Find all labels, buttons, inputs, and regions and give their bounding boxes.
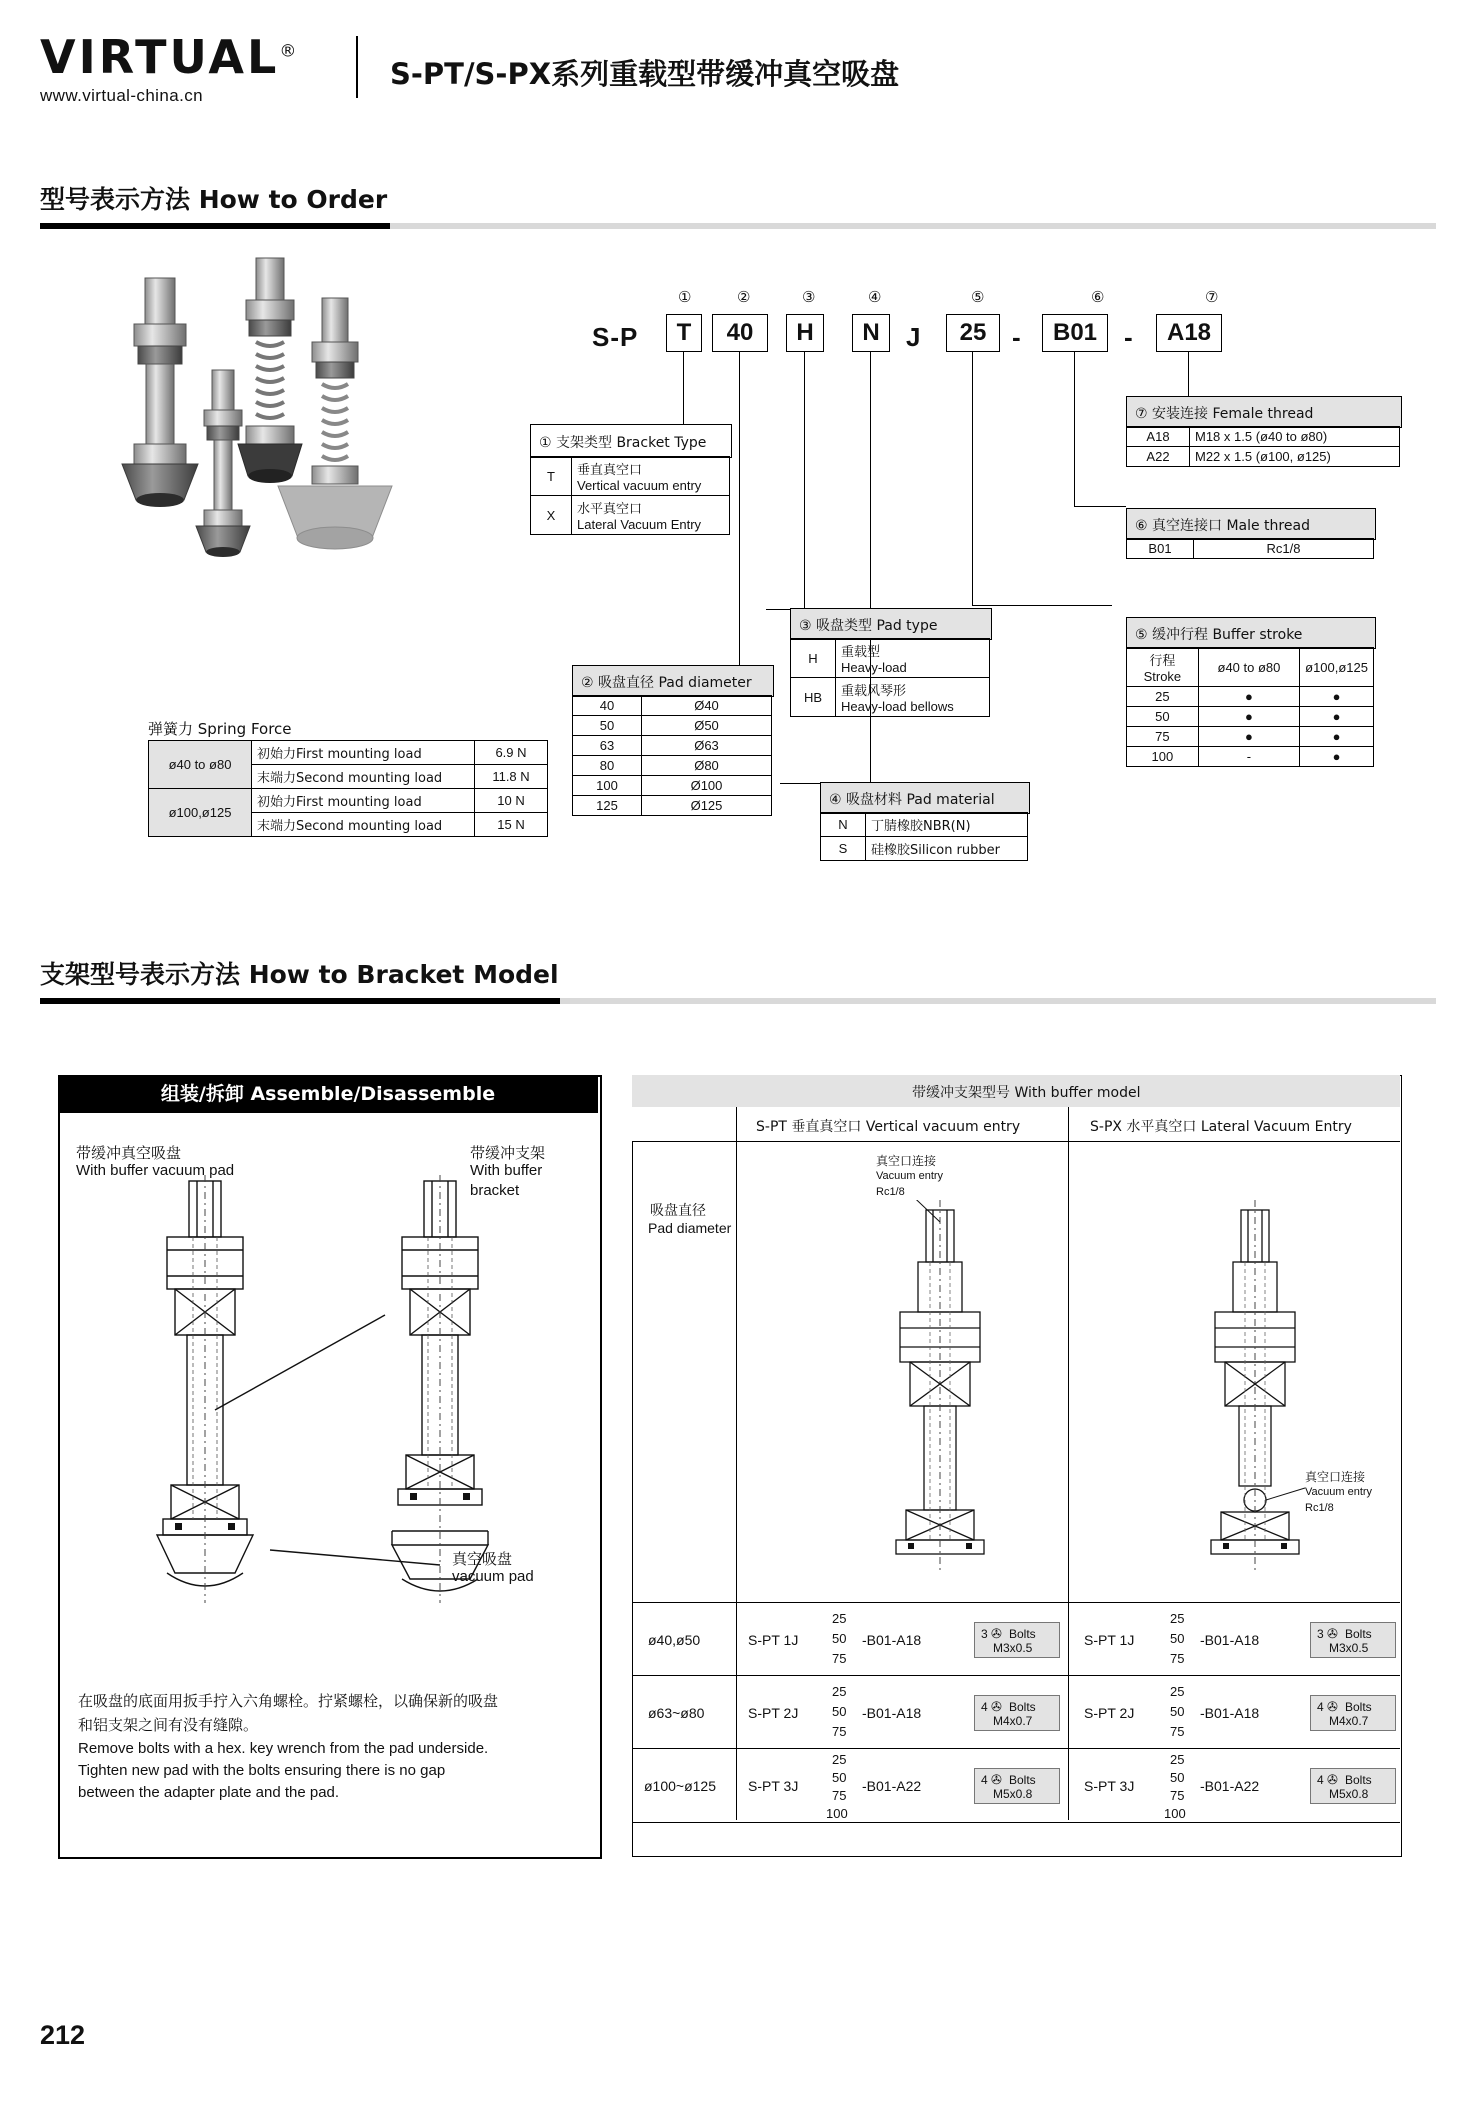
row-1-px-bolt-size: M4x0.7 bbox=[1329, 1714, 1369, 1728]
row-1-pt-stroke-2: 75 bbox=[832, 1724, 847, 1739]
code-box-4: N bbox=[852, 314, 890, 352]
section-rule-2 bbox=[40, 998, 1436, 1004]
row-2-px-bolt-count: 4 bbox=[1317, 1773, 1324, 1787]
table-row: A22 M22 x 1.5 (ø100, ø125) bbox=[1127, 447, 1400, 467]
row-2-pt-stroke-0: 25 bbox=[832, 1752, 847, 1767]
leader-3 bbox=[804, 352, 805, 610]
table-row: ø40 to ø80 初始力First mounting load 6.9 N bbox=[149, 741, 548, 765]
bracket-pt-drawing bbox=[840, 1200, 1040, 1580]
section-rule bbox=[40, 223, 1436, 229]
row-2-pt-stroke-2: 75 bbox=[832, 1788, 847, 1803]
bracket-row-div-2 bbox=[632, 1748, 1400, 1749]
row-1-pt-suffix: -B01-A18 bbox=[862, 1705, 922, 1721]
assemble-pad-label-en: With buffer vacuum pad bbox=[76, 1162, 235, 1179]
row-1-pt-bolt-size: M4x0.7 bbox=[993, 1714, 1033, 1728]
table-row: HB 重载风琴形 Heavy-load bellows bbox=[791, 678, 990, 717]
table-row: 40 Ø40 bbox=[573, 696, 772, 716]
code-j: J bbox=[906, 322, 922, 352]
row-2-px-stroke-0: 25 bbox=[1170, 1752, 1185, 1767]
row-0-px-bolt-box bbox=[1310, 1622, 1396, 1658]
row-2-px-stroke-2: 75 bbox=[1170, 1788, 1185, 1803]
row-1-diam: ø63~ø80 bbox=[648, 1705, 705, 1721]
row-2-px-bolt-size: M5x0.8 bbox=[1329, 1787, 1369, 1801]
order-code-prefix: S-P bbox=[592, 322, 639, 352]
bolt-icon: ✇ bbox=[991, 1626, 1002, 1641]
row-0-px-bolt-label: Bolts bbox=[1345, 1627, 1372, 1641]
row-1-px-stroke-0: 25 bbox=[1170, 1684, 1185, 1699]
assemble-vacpad-label-en: vacuum pad bbox=[452, 1568, 534, 1585]
row-0-pt-bolt-size: M3x0.5 bbox=[993, 1641, 1033, 1655]
pad-diameter-header: ② 吸盘直径 Pad diameter bbox=[572, 665, 774, 697]
leader-5b bbox=[972, 605, 1112, 606]
table-row: H 重载型 Heavy-load bbox=[791, 639, 990, 678]
code-box-7: A18 bbox=[1156, 314, 1222, 352]
assemble-bracket-label-en2: bracket bbox=[470, 1182, 520, 1199]
bracket-col-pt: S-PT 垂直真空口 Vertical vacuum entry bbox=[756, 1119, 1021, 1135]
female-thread-table bbox=[1126, 426, 1400, 467]
row-2-px-bolt-box bbox=[1310, 1768, 1396, 1804]
bolt-icon: ✇ bbox=[1327, 1772, 1338, 1787]
section-how-to-bracket bbox=[40, 955, 1436, 1004]
bracket-row-div-0 bbox=[632, 1602, 1400, 1603]
assemble-bracket-label-cn: 带缓冲支架 bbox=[470, 1144, 546, 1162]
female-thread-header: ⑦ 安装连接 Female thread bbox=[1126, 396, 1402, 428]
row-2-diam: ø100~ø125 bbox=[644, 1778, 716, 1794]
table-row: 50 Ø50 bbox=[573, 716, 772, 736]
bolt-icon: ✇ bbox=[1327, 1626, 1338, 1641]
marker-7: ⑦ bbox=[1205, 289, 1219, 306]
code-box-5: 25 bbox=[946, 314, 1000, 352]
code-box-6: B01 bbox=[1042, 314, 1108, 352]
row-0-px-bolt-size: M3x0.5 bbox=[1329, 1641, 1369, 1655]
table-row: S 硅橡胶Silicon rubber bbox=[821, 837, 1028, 861]
row-0-px-suffix: -B01-A18 bbox=[1200, 1632, 1260, 1648]
row-1-px-bolt-box bbox=[1310, 1695, 1396, 1731]
male-thread-table bbox=[1126, 538, 1374, 559]
pad-type-table bbox=[790, 638, 990, 717]
px-vacuum-entry-en: Vacuum entry bbox=[1305, 1486, 1373, 1498]
row-0-px-stroke-0: 25 bbox=[1170, 1611, 1185, 1626]
assemble-bracket-label-en1: With buffer bbox=[470, 1162, 543, 1179]
assemble-note-en3: between the adapter plate and the pad. bbox=[78, 1784, 340, 1801]
table-row: 25 ● ● bbox=[1127, 687, 1374, 707]
brand-name: VIRTUAL® bbox=[40, 30, 300, 84]
bracket-col-px: S-PX 水平真空口 Lateral Vacuum Entry bbox=[1090, 1119, 1352, 1135]
table-row: N 丁腈橡胶NBR(N) bbox=[821, 813, 1028, 837]
bracket-px-drawing bbox=[1155, 1200, 1375, 1580]
code-box-2: 40 bbox=[712, 314, 768, 352]
row-2-px-bolt-label: Bolts bbox=[1345, 1773, 1372, 1787]
row-2-pt-bolt-count: 4 bbox=[981, 1773, 988, 1787]
leader-2 bbox=[739, 352, 740, 682]
row-2-pt-bolt-label: Bolts bbox=[1009, 1773, 1036, 1787]
row-0-pt-model: S-PT 1J bbox=[748, 1632, 799, 1648]
bolt-icon: ✇ bbox=[991, 1699, 1002, 1714]
assemble-pad-label-cn: 带缓冲真空吸盘 bbox=[76, 1144, 182, 1162]
row-0-pt-stroke-0: 25 bbox=[832, 1611, 847, 1626]
row-2-px-suffix: -B01-A22 bbox=[1200, 1778, 1260, 1794]
row-0-diam: ø40,ø50 bbox=[648, 1632, 701, 1648]
row-0-px-stroke-2: 75 bbox=[1170, 1651, 1185, 1666]
row-2-pt-bolt-size: M5x0.8 bbox=[993, 1787, 1033, 1801]
row-0-px-bolt-count: 3 bbox=[1317, 1627, 1324, 1641]
pt-vacuum-entry-spec: Rc1/8 bbox=[876, 1186, 905, 1198]
marker-1: ① bbox=[678, 289, 692, 306]
leader-4 bbox=[870, 352, 871, 784]
pad-type-header: ③ 吸盘类型 Pad type bbox=[790, 608, 992, 640]
table-row: 80 Ø80 bbox=[573, 756, 772, 776]
table-row: ø100,ø125 初始力First mounting load 10 N bbox=[149, 789, 548, 813]
bracket-col-div-2 bbox=[1068, 1107, 1069, 1820]
buffer-stroke-table bbox=[1126, 647, 1374, 767]
table-row: T 垂直真空口 Vertical vacuum entry bbox=[531, 457, 730, 496]
row-0-pt-bolt-box bbox=[974, 1622, 1060, 1658]
row-1-pt-bolt-label: Bolts bbox=[1009, 1700, 1036, 1714]
pt-vacuum-entry-cn: 真空口连接 bbox=[876, 1154, 937, 1168]
bolt-icon: ✇ bbox=[1327, 1699, 1338, 1714]
px-vacuum-entry-cn: 真空口连接 bbox=[1305, 1470, 1366, 1484]
row-1-px-bolt-count: 4 bbox=[1317, 1700, 1324, 1714]
row-2-pt-stroke-3: 100 bbox=[826, 1806, 848, 1821]
table-row: B01 Rc1/8 bbox=[1127, 539, 1374, 559]
table-row: 75 ● ● bbox=[1127, 727, 1374, 747]
row-1-px-stroke-1: 50 bbox=[1170, 1704, 1185, 1719]
table-row: X 水平真空口 Lateral Vacuum Entry bbox=[531, 496, 730, 535]
bracket-type-table bbox=[530, 456, 730, 535]
table-head-row: 行程 Stroke ø40 to ø80 ø100,ø125 bbox=[1127, 648, 1374, 687]
leader-5 bbox=[972, 352, 973, 606]
marker-4: ④ bbox=[868, 289, 882, 306]
marker-6: ⑥ bbox=[1091, 289, 1105, 306]
pad-diameter-table bbox=[572, 695, 772, 816]
row-2-pt-bolt-box bbox=[974, 1768, 1060, 1804]
spring-force-table bbox=[148, 740, 548, 837]
row-1-px-bolt-label: Bolts bbox=[1345, 1700, 1372, 1714]
table-row: A18 M18 x 1.5 (ø40 to ø80) bbox=[1127, 427, 1400, 447]
page-number: 212 bbox=[40, 2020, 86, 2050]
marker-3: ③ bbox=[802, 289, 816, 306]
leader-6 bbox=[1074, 352, 1075, 507]
page-title: S-PT/S-PX系列重载型带缓冲真空吸盘 bbox=[390, 57, 900, 91]
bracket-row-div-3 bbox=[632, 1822, 1400, 1823]
product-photo bbox=[60, 250, 530, 670]
bracket-col-div-1 bbox=[736, 1107, 737, 1820]
row-2-pt-stroke-1: 50 bbox=[832, 1770, 847, 1785]
male-thread-header: ⑥ 真空连接口 Male thread bbox=[1126, 508, 1376, 540]
row-2-px-stroke-1: 50 bbox=[1170, 1770, 1185, 1785]
registered-icon: ® bbox=[279, 41, 300, 62]
bracket-type-header: ① 支架类型 Bracket Type bbox=[530, 424, 732, 458]
table-row: 100 - ● bbox=[1127, 747, 1374, 767]
pad-material-table bbox=[820, 812, 1028, 861]
leader-6b bbox=[1074, 506, 1126, 507]
row-0-px-model: S-PT 1J bbox=[1084, 1632, 1135, 1648]
row-0-pt-stroke-2: 75 bbox=[832, 1651, 847, 1666]
row-1-pt-bolt-count: 4 bbox=[981, 1700, 988, 1714]
header-divider bbox=[356, 36, 358, 98]
row-1-px-stroke-2: 75 bbox=[1170, 1724, 1185, 1739]
row-0-pt-bolt-label: Bolts bbox=[1009, 1627, 1036, 1641]
code-box-3: H bbox=[786, 314, 824, 352]
section-title-2: 支架型号表示方法 How to Bracket Model bbox=[40, 960, 559, 989]
bracket-row-div-1 bbox=[632, 1675, 1400, 1676]
row-2-px-stroke-3: 100 bbox=[1164, 1806, 1186, 1821]
leader-7 bbox=[1188, 352, 1189, 397]
bolt-icon: ✇ bbox=[991, 1772, 1002, 1787]
code-dash-2: - bbox=[1124, 322, 1134, 352]
row-0-pt-bolt-count: 3 bbox=[981, 1627, 988, 1641]
pad-material-header: ④ 吸盘材料 Pad material bbox=[820, 782, 1030, 814]
bracket-col-left-cn: 吸盘直径 bbox=[650, 1203, 706, 1219]
bracket-table-top-header: 带缓冲支架型号 With buffer model bbox=[632, 1075, 1400, 1108]
section-how-to-order bbox=[40, 180, 1436, 229]
px-vacuum-entry-spec: Rc1/8 bbox=[1305, 1502, 1334, 1514]
assemble-pointer-lines bbox=[210, 1300, 470, 1580]
pt-vacuum-entry-en: Vacuum entry bbox=[876, 1170, 944, 1182]
row-0-px-stroke-1: 50 bbox=[1170, 1631, 1185, 1646]
table-row: 末端力Second mounting load 11.8 N bbox=[149, 765, 548, 789]
section-title: 型号表示方法 How to Order bbox=[40, 185, 388, 214]
assemble-note-en2: Tighten new pad with the bolts ensuring there is no gap bbox=[78, 1762, 446, 1779]
row-0-pt-suffix: -B01-A18 bbox=[862, 1632, 922, 1648]
marker-5: ⑤ bbox=[971, 289, 985, 306]
row-1-px-suffix: -B01-A18 bbox=[1200, 1705, 1260, 1721]
row-1-pt-stroke-1: 50 bbox=[832, 1704, 847, 1719]
table-row: 125 Ø125 bbox=[573, 796, 772, 816]
row-1-pt-model: S-PT 2J bbox=[748, 1705, 799, 1721]
brand-url: www.virtual-china.cn bbox=[40, 86, 203, 105]
table-row: 63 Ø63 bbox=[573, 736, 772, 756]
brand-logo bbox=[40, 30, 299, 106]
table-row: 50 ● ● bbox=[1127, 707, 1374, 727]
assemble-panel-title: 组装/拆卸 Assemble/Disassemble bbox=[58, 1075, 598, 1113]
assemble-note-cn1: 在吸盘的底面用扳手拧入六角螺栓。拧紧螺栓，以确保新的吸盘 bbox=[78, 1692, 499, 1710]
table-row: 100 Ø100 bbox=[573, 776, 772, 796]
assemble-note-cn2: 和铝支架之间有没有缝隙。 bbox=[78, 1716, 259, 1734]
table-row: 末端力Second mounting load 15 N bbox=[149, 813, 548, 837]
page-header bbox=[40, 30, 1440, 110]
marker-2: ② bbox=[737, 289, 751, 306]
row-2-pt-model: S-PT 3J bbox=[748, 1778, 799, 1794]
code-box-1: T bbox=[666, 314, 702, 352]
assemble-vacpad-label-cn: 真空吸盘 bbox=[452, 1550, 513, 1568]
row-0-pt-stroke-1: 50 bbox=[832, 1631, 847, 1646]
spring-force-title: 弹簧力 Spring Force bbox=[148, 720, 292, 738]
row-2-pt-suffix: -B01-A22 bbox=[862, 1778, 922, 1794]
buffer-stroke-header: ⑤ 缓冲行程 Buffer stroke bbox=[1126, 617, 1376, 649]
code-dash-1: - bbox=[1012, 322, 1022, 352]
bracket-col-left-en: Pad diameter bbox=[648, 1220, 732, 1236]
row-1-px-model: S-PT 2J bbox=[1084, 1705, 1135, 1721]
row-2-px-model: S-PT 3J bbox=[1084, 1778, 1135, 1794]
row-1-pt-bolt-box bbox=[974, 1695, 1060, 1731]
row-1-pt-stroke-0: 25 bbox=[832, 1684, 847, 1699]
assemble-note-en1: Remove bolts with a hex. key wrench from the pad underside. bbox=[78, 1740, 489, 1757]
